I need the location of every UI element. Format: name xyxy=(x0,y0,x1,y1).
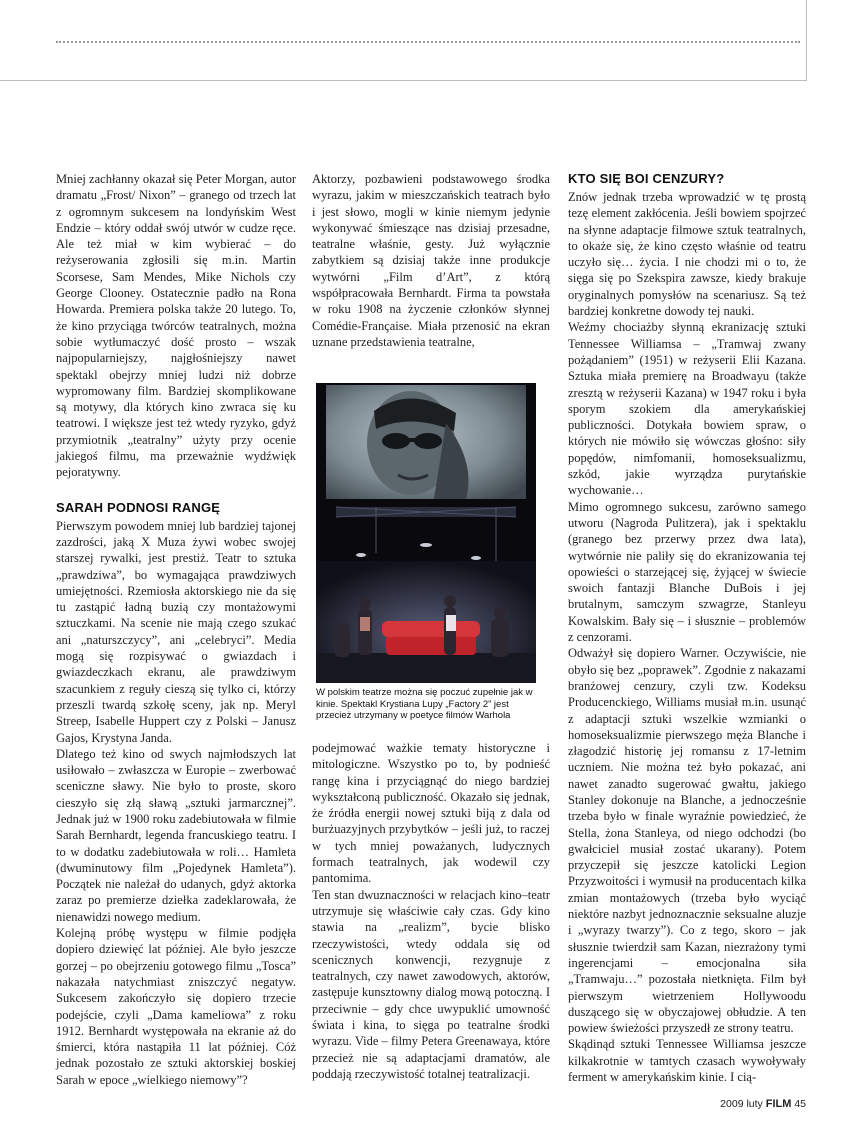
text-column-1 xyxy=(56,171,296,1088)
paragraph: Skądinąd sztuki Tennessee Williamsa jeszcze kilkakrotnie w tamtych czasach wywoływały ferment w amerykańskim kinie. I cią- xyxy=(568,1037,806,1085)
page-number: 45 xyxy=(794,1098,806,1110)
issue-date: 2009 luty xyxy=(720,1098,763,1110)
magazine-name: FILM xyxy=(765,1098,792,1110)
paragraph: Weźmy chociażby słynną ekranizację sztuki Tennessee Williamsa – „Tramwaj zwany pożądaniem” (1951) w reżyserii Elii Kazana. Sztuka miała premierę na Broadwayu (także zresztą w reżyserii Kazana) w 1947 roku i była sporym szokiem dla amerykańskiej publiczności. Dotykała bowiem spraw, o których nie mówiło się wówczas głośno: siły popędów, nimfomanii, homoseksualizmu, szkód, jakie wyrządza purytańskie wychowanie… xyxy=(568,320,806,498)
paragraph: Dlatego też kino od swych najmłodszych lat usiłowało – zwłaszcza w Europie – zwerbować sceniczne sławy. Nie było to proste, skoro cieszyło się złą sławą „sztuki jarmarcznej”. Jednak już w 1900 roku zadebiutowała w filmie Sarah Bernhardt, legenda francuskiego teatru. I to w dodatku zadebiutowała w roli… Hamleta (dwuminutowy film „Pojedynek Hamleta”). Początek nie należał do udanych, gdyż aktorka zaraz po premierze dziełka zadeklarowała, że nienawidzi nowego medium. xyxy=(56,746,296,924)
photo-caption: W polskim teatrze można się poczuć zupełnie jak w kinie. Spektakl Krystiana Lupy „Factory 2” jest przecież utrzymany w poetyce filmów Warhola xyxy=(316,687,533,721)
paragraph: podejmować ważkie tematy historyczne i mitologiczne. Wszystko po to, by podnieść rangę kina i przyciągnąć do niego bardziej wykształconą publiczność. Okazało się jednak, że źródła energii nowej sztuki biją z dala od burżuazyjnych przybytków – jeśli już, to raczej w tych mniej poważanych, ludycznych formach teatralnych, jak wodewil czy pantomima. xyxy=(312,741,550,886)
paragraph: Znów jednak trzeba wprowadzić w tę prostą tezę element zakłócenia. Jeśli bowiem spojrzeć na słynne adaptacje filmowe sztuk teatralnych, to okaże się, że kino często właśnie od teatru uczyło się… życia. I nie chodzi mi o to, że sięga się po Szekspira zawsze, kiedy brakuje oryginalnych pomysłów na scenariusz. Są też bardziej konkretne dowody tej nauki. xyxy=(568,190,806,319)
text-column-2-bottom xyxy=(312,740,550,1082)
intro-paragraph: Mniej zachłanny okazał się Peter Morgan, autor dramatu „Frost/ Nixon” – granego od trzech lat z ogromnym sukcesem na londyńskim West Endzie – który oddał swój utwór w cudze ręce. Ale też miał w kim wybierać – do reżyserowania zgłosili się m.in. Martin Scorsese, Sam Mendes, Mike Nichols czy George Clooney. Ostatecznie padło na Rona Howarda. Premiera polska także 20 lutego. To, że kino przyciąga twórców teatralnych, można sobie wytłumaczyć dość prosto – wszak najpopularniejszy, najgłośniejszy nawet spektakl obejrzy mniej ludzi niż dobrze wypromowany film. Bardziej skomplikowane są motywy, dla których kino zwraca się ku teatrowi. I większe jest też wtedy ryzyko, gdyż przymiotnik „teatralny” użyty przy ocenie jakiegoś filmu, ma przeważnie wydźwięk pejoratywny. xyxy=(56,172,296,480)
page-footer xyxy=(720,1098,806,1110)
header-vertical-rule xyxy=(806,0,807,81)
paragraph: Pierwszym powodem mniej lub bardziej tajonej zazdrości, jaką X Muza żywi wobec swojej starszej rywalki, jest prestiż. Teatr to sztuka „prawdziwa”, bo wymagająca prawdziwych umiejętności. Rzemiosła aktorskiego nie da się tu zastąpić ładną buzią czy montażowymi sztuczkami. Na scenie nie mają czego szukać ani „naturszczycy”, ani „celebryci”. Media mogą się rozpisywać o gwiazdach i gwiazdeczkach ekranu, ale prawdziwym szacunkiem z reguły cieszą się tylko ci, którzy przeszli twardą szkołę sceny, jak np. Meryl Streep, Isabelle Huppert czy z Polski – Janusz Gajos, Krystyna Janda. xyxy=(56,518,296,745)
section-heading-censorship: KTO SIĘ BOI CENZURY? xyxy=(568,171,725,186)
paragraph: Odważył się dopiero Warner. Oczywiście, nie obyło się bez „poprawek”. Zgodnie z nakazami branżowej cenzury, czyli tzw. Kodeksu Producenckiego, Williams musiał m.in. usunąć z adaptacji sztuki wszelkie wzmianki o homoseksualizmie pierwszego męża Blanche i złagodzić historię jej romansu z 17-letnim uczniem. Nie można też było pokazać, ani nawet zanadto sugerować gwałtu, jakiego Stanley dokonuje na Blanche, a jednocześnie trzeba było w finale wyraźnie powiedzieć, że Stella, żona Stanleya, od niego odchodzi (bo gwałciciel musiał zostać ukarany). Potem przyczepił się jeszcze katolicki Legion Przyzwoitości i wymusił na producentach kilka zmian montażowych (trzeba było wyciąć niektóre nazbyt jednoznacznie seksualne aluzje i „wyrazy twarzy”). Co z tego, skoro – jak słusznie twierdził sam Kazan, niezrażony tymi ingerencjami – emocjonalna siła „Tramwaju…” pozostała nietknięta. Film był pierwszym wietrzeniem Hollywoodu duszącego się w obyczajowej obłudzie. A ten powiew świeżości przyszedł ze strony teatru. xyxy=(568,646,806,1036)
header-dotted-rule xyxy=(56,41,800,43)
header-rule xyxy=(0,80,807,81)
text-column-3 xyxy=(568,171,806,1085)
text-column-2-top xyxy=(312,171,550,350)
theatre-photo xyxy=(316,383,536,683)
paragraph: Ten stan dwuznaczności w relacjach kino–teatr utrzymuje się właściwie cały czas. Gdy kino stawia na „realizm”, bycie blisko rzeczywistości, wtedy oddala się od scenicznych konwencji, rezygnuje z teatralnych, czy nawet zawodowych, aktorów, zastępuje kunsztowny dialog mową potoczną. I przeciwnie – gdy chce uwypuklić umowność świata i kina, to sięga po teatralne środki wyrazu. Vide – filmy Petera Greenawaya, które przecież nie są adaptacjami dramatów, ale poddają rzeczywistość totalnej teatralizacji. xyxy=(312,887,550,1081)
paragraph: Mimo ogromnego sukcesu, zarówno samego utworu (Nagroda Pulitzera), jak i spektaklu (granego bez przerwy przez dwa lata), wytwórnie nie paliły się do ekranizowania tej opowieści o starzejącej się, żyjącej w świecie swoich fantazji Blanche DuBois i jej brutalnym, samczym szwagrze, Stanleyu Kowalskim. Bały się – i słusznie – problemów z cenzorami. xyxy=(568,499,806,645)
paragraph: Kolejną próbę występu w filmie podjęła dopiero dziewięć lat później. Ale było jeszcze gorzej – po obejrzeniu gotowego filmu „Tosca” nakazała natychmiast zniszczyć negatyw. Sukcesem zakończyło się dopiero trzecie podejście, czyli „Dama kameliowa” z roku 1912. Bernhardt występowała na ekranie aż do śmierci, która nastąpiła 11 lat później. Cóż jednak pozostało ze sztuki aktorskiej boskiej Sarah w epoce „wielkiego niemowy”? xyxy=(56,926,296,1087)
section-heading-sarah: SARAH PODNOSI RANGĘ xyxy=(56,499,221,515)
paragraph: Aktorzy, pozbawieni podstawowego środka wyrazu, jakim w mieszczańskich teatrach było i jest słowo, mogli w kinie niemym jedynie wykonywać śmieszące nas dzisiaj przesadne, teatralne właśnie, gesty. Już wyłącznie zabytkiem są dzisiaj także inne produkcje wytwórni „Film d’Art”, z którą współpracowała Bernhardt. Firma ta powstała w roku 1908 na życzenie członków słynnej Comédie-Française. Miała przenosić na ekran uznane przedstawienia teatralne, xyxy=(312,172,550,349)
